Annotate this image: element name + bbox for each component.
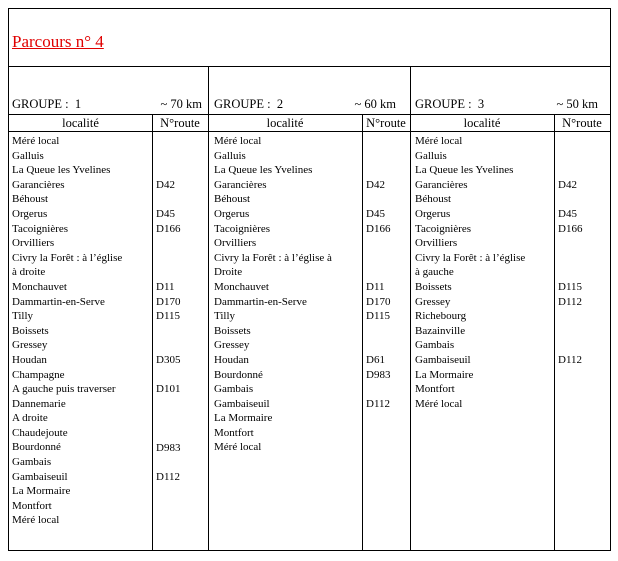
locality-item: Béhoust — [214, 193, 251, 206]
route-number: D45 — [156, 208, 175, 220]
locality-item: Dammartin-en-Serve — [12, 295, 105, 308]
divider-group-top — [9, 66, 610, 67]
locality-item: Garancières — [12, 178, 65, 191]
locality-item: Chaudejoute — [12, 426, 68, 439]
locality-item: Gressey — [415, 295, 451, 308]
group-2-label: GROUPE : 2 — [214, 97, 284, 111]
title-row — [9, 9, 610, 67]
group-1-localite-header: localité — [62, 116, 99, 130]
locality-item: Droite — [214, 266, 243, 279]
locality-item: Dammartin-en-Serve — [214, 295, 307, 308]
locality-item: Champagne — [12, 368, 65, 381]
divider-route-col-1 — [152, 114, 153, 550]
group-2-localities — [214, 134, 332, 455]
locality-item: Gambaiseuil — [214, 397, 270, 410]
group-2-localite-header: localité — [266, 116, 304, 130]
divider-group-2-3 — [410, 66, 411, 550]
locality-item: Garancières — [214, 178, 267, 191]
locality-item: Civry la Forêt : à l’église — [12, 251, 123, 264]
divider-group-heading — [9, 114, 610, 115]
locality-item: Méré local — [214, 441, 262, 454]
locality-item: Gressey — [12, 339, 48, 352]
locality-item: Tacoignières — [214, 222, 271, 235]
locality-item: Méré local — [12, 514, 60, 527]
locality-item: Civry la Forêt : à l’église — [415, 251, 526, 264]
locality-item: Gambais — [214, 383, 254, 396]
route-number: D115 — [558, 281, 583, 293]
route-number: D115 — [156, 310, 181, 323]
locality-item: Montfort — [12, 499, 52, 512]
locality-item: Tacoignières — [12, 222, 69, 235]
locality-item: Béhoust — [12, 193, 49, 206]
locality-item: Méré local — [415, 397, 463, 410]
route-number: D983 — [366, 368, 391, 381]
route-number: D112 — [156, 470, 181, 483]
locality-item: Bourdonné — [12, 441, 61, 454]
locality-item: Bazainville — [415, 324, 466, 337]
locality-item: Richebourg — [415, 310, 467, 323]
route-number: D166 — [156, 222, 181, 235]
locality-item: Orgerus — [12, 207, 48, 220]
locality-item: Méré local — [12, 135, 60, 147]
route-number: D45 — [366, 208, 385, 220]
group-2-distance: ~ 60 km — [354, 97, 396, 111]
route-number: D112 — [558, 295, 583, 308]
locality-item: Houdan — [214, 353, 249, 366]
route-number: D166 — [366, 222, 391, 235]
locality-item: Boissets — [415, 280, 452, 293]
locality-item: Orgerus — [214, 207, 250, 220]
locality-item: La Queue les Yvelines — [12, 164, 111, 177]
locality-item: Tilly — [214, 310, 236, 323]
group-2-route-header: N°route — [366, 116, 406, 130]
route-number: D101 — [156, 383, 181, 396]
locality-item: Tilly — [12, 310, 34, 323]
page-title: Parcours n° 4 — [12, 32, 104, 51]
route-number: D166 — [558, 222, 583, 235]
group-3-distance: ~ 50 km — [556, 97, 598, 111]
route-number: D305 — [156, 354, 181, 366]
locality-item: Gambais — [415, 339, 455, 352]
locality-item: Garancières — [415, 178, 468, 191]
locality-item: Orvilliers — [214, 237, 257, 250]
locality-item: Orvilliers — [12, 237, 55, 250]
locality-item: Monchauvet — [214, 280, 269, 293]
group-1-route-header: N°route — [160, 116, 200, 130]
route-number: D112 — [366, 397, 391, 410]
route-number: D11 — [156, 281, 175, 293]
route-number: D45 — [558, 208, 577, 220]
locality-item: Gambaiseuil — [12, 470, 68, 483]
locality-item: Gambais — [12, 456, 52, 469]
locality-item: Méré local — [415, 135, 463, 147]
route-number: D42 — [558, 178, 577, 191]
group-1-localities — [12, 134, 122, 528]
divider-route-col-3 — [554, 114, 555, 550]
locality-item: Civry la Forêt : à l’église à — [214, 251, 332, 264]
group-3-route-header: N°route — [562, 116, 602, 130]
locality-item: Houdan — [12, 353, 47, 366]
group-1-label: GROUPE : 1 — [12, 97, 82, 111]
route-number: D42 — [156, 178, 175, 191]
locality-item: La Mormaire — [12, 485, 71, 498]
route-number: D112 — [558, 354, 583, 366]
divider-route-col-2 — [362, 114, 363, 550]
locality-item: Orvilliers — [415, 237, 458, 250]
locality-item: La Mormaire — [415, 368, 474, 381]
route-table — [8, 8, 611, 551]
locality-item: A droite — [12, 412, 48, 425]
group-3-localite-header: localité — [463, 116, 501, 130]
locality-item: Bourdonné — [214, 368, 263, 381]
locality-item: Galluis — [415, 149, 447, 162]
locality-item: Boissets — [12, 324, 49, 337]
locality-item: Gambaiseuil — [415, 353, 471, 366]
locality-item: Galluis — [12, 149, 44, 162]
locality-item: à gauche — [415, 266, 454, 279]
locality-item: Méré local — [214, 135, 262, 147]
locality-item: Montfort — [214, 426, 254, 439]
group-1-distance: ~ 70 km — [160, 97, 202, 111]
locality-item: Monchauvet — [12, 280, 67, 293]
locality-item: Tacoignières — [415, 222, 472, 235]
route-number: D983 — [156, 441, 181, 454]
locality-item: A gauche puis traverser — [12, 383, 116, 396]
route-number: D61 — [366, 354, 385, 366]
locality-item: Orgerus — [415, 207, 451, 220]
locality-item: La Queue les Yvelines — [214, 164, 313, 177]
locality-item: Gressey — [214, 339, 250, 352]
group-3-label: GROUPE : 3 — [415, 97, 485, 111]
route-number: D170 — [156, 295, 181, 308]
route-number: D170 — [366, 295, 391, 308]
divider-group-1-2 — [208, 66, 209, 550]
group-3-localities — [415, 134, 525, 411]
locality-item: Béhoust — [415, 193, 452, 206]
divider-column-heading — [9, 131, 610, 132]
locality-item: Boissets — [214, 324, 251, 337]
locality-item: à droite — [12, 266, 46, 279]
locality-item: Dannemarie — [12, 397, 66, 410]
locality-item: Galluis — [214, 149, 246, 162]
route-number: D115 — [366, 310, 391, 323]
locality-item: La Mormaire — [214, 412, 273, 425]
locality-item: La Queue les Yvelines — [415, 164, 514, 177]
route-number: D42 — [366, 178, 385, 191]
locality-item: Montfort — [415, 383, 455, 396]
route-number: D11 — [366, 281, 385, 293]
